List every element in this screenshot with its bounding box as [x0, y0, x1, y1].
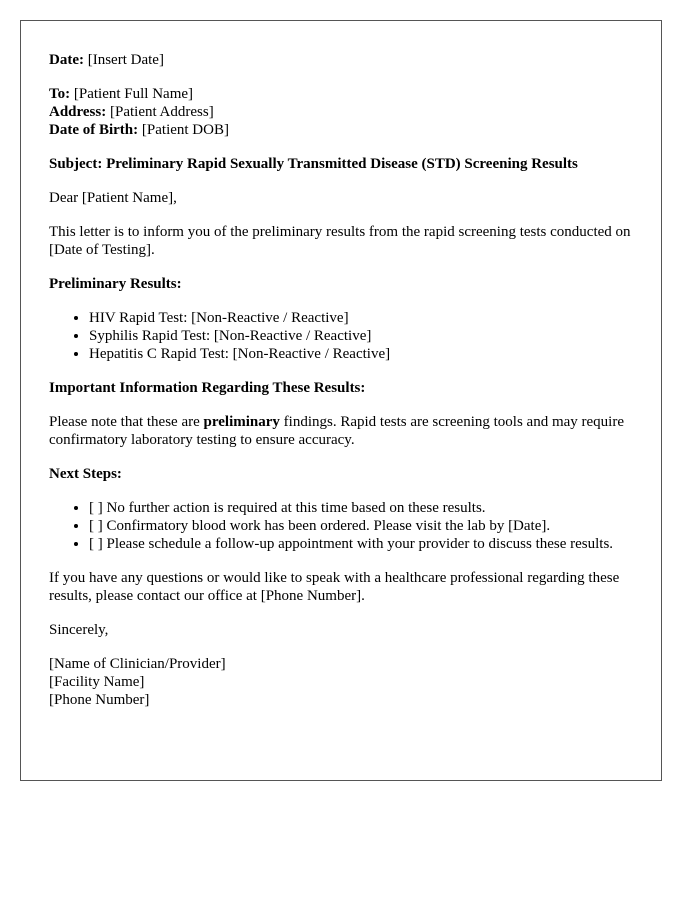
next-steps-heading: Next Steps: — [49, 466, 122, 482]
signature-block — [49, 655, 633, 709]
date-value: [Insert Date] — [87, 52, 164, 68]
contact-paragraph: If you have any questions or would like to speak with a healthcare professional regarding these results, please contact our office at [Phone Number]. — [49, 570, 620, 604]
letter-page — [20, 20, 662, 781]
subject-line: Subject: Preliminary Rapid Sexually Transmitted Disease (STD) Screening Results — [49, 156, 578, 172]
address-label: Address: — [49, 104, 107, 120]
to-line — [49, 85, 633, 103]
results-list — [49, 309, 633, 363]
important-text-before: Please note that these are — [49, 414, 204, 430]
date-label: Date: — [49, 52, 84, 68]
to-value: [Patient Full Name] — [73, 86, 194, 102]
results-heading: Preliminary Results: — [49, 276, 182, 292]
dob-label: Date of Birth: — [49, 122, 139, 138]
signature-name: [Name of Clinician/Provider] — [49, 656, 226, 672]
important-paragraph — [49, 413, 633, 449]
signature-phone: [Phone Number] — [49, 692, 150, 708]
important-heading: Important Information Regarding These Results: — [49, 380, 366, 396]
to-label: To: — [49, 86, 71, 102]
important-text-bold: preliminary — [203, 414, 280, 430]
dob-line — [49, 121, 633, 139]
date-line — [49, 51, 633, 69]
result-item-hiv: • HIV Rapid Test: [Non-Reactive / Reactive] — [89, 309, 633, 327]
important-text-after: findings. Rapid tests are screening tools and may require confirmatory laboratory testing to ensure accuracy. — [49, 414, 624, 448]
result-item-syphilis: • Syphilis Rapid Test: [Non-Reactive / Reactive] — [89, 327, 633, 345]
next-step-item: • [ ] Confirmatory blood work has been ordered. Please visit the lab by [Date]. — [89, 517, 633, 535]
closing: Sincerely, — [49, 622, 109, 638]
salutation: Dear [Patient Name], — [49, 190, 177, 206]
result-item-hepatitis-c: • Hepatitis C Rapid Test: [Non-Reactive / Reactive] — [89, 345, 633, 363]
address-line — [49, 103, 633, 121]
recipient-block — [49, 85, 633, 139]
next-step-item: • [ ] No further action is required at this time based on these results. — [89, 499, 633, 517]
next-steps-list — [49, 499, 633, 553]
next-step-item: • [ ] Please schedule a follow-up appointment with your provider to discuss these results. — [89, 535, 633, 553]
intro-paragraph: This letter is to inform you of the preliminary results from the rapid screening tests conducted on [Date of Testing]. — [49, 224, 631, 258]
signature-facility: [Facility Name] — [49, 674, 145, 690]
address-value: [Patient Address] — [109, 104, 214, 120]
dob-value: [Patient DOB] — [141, 122, 229, 138]
